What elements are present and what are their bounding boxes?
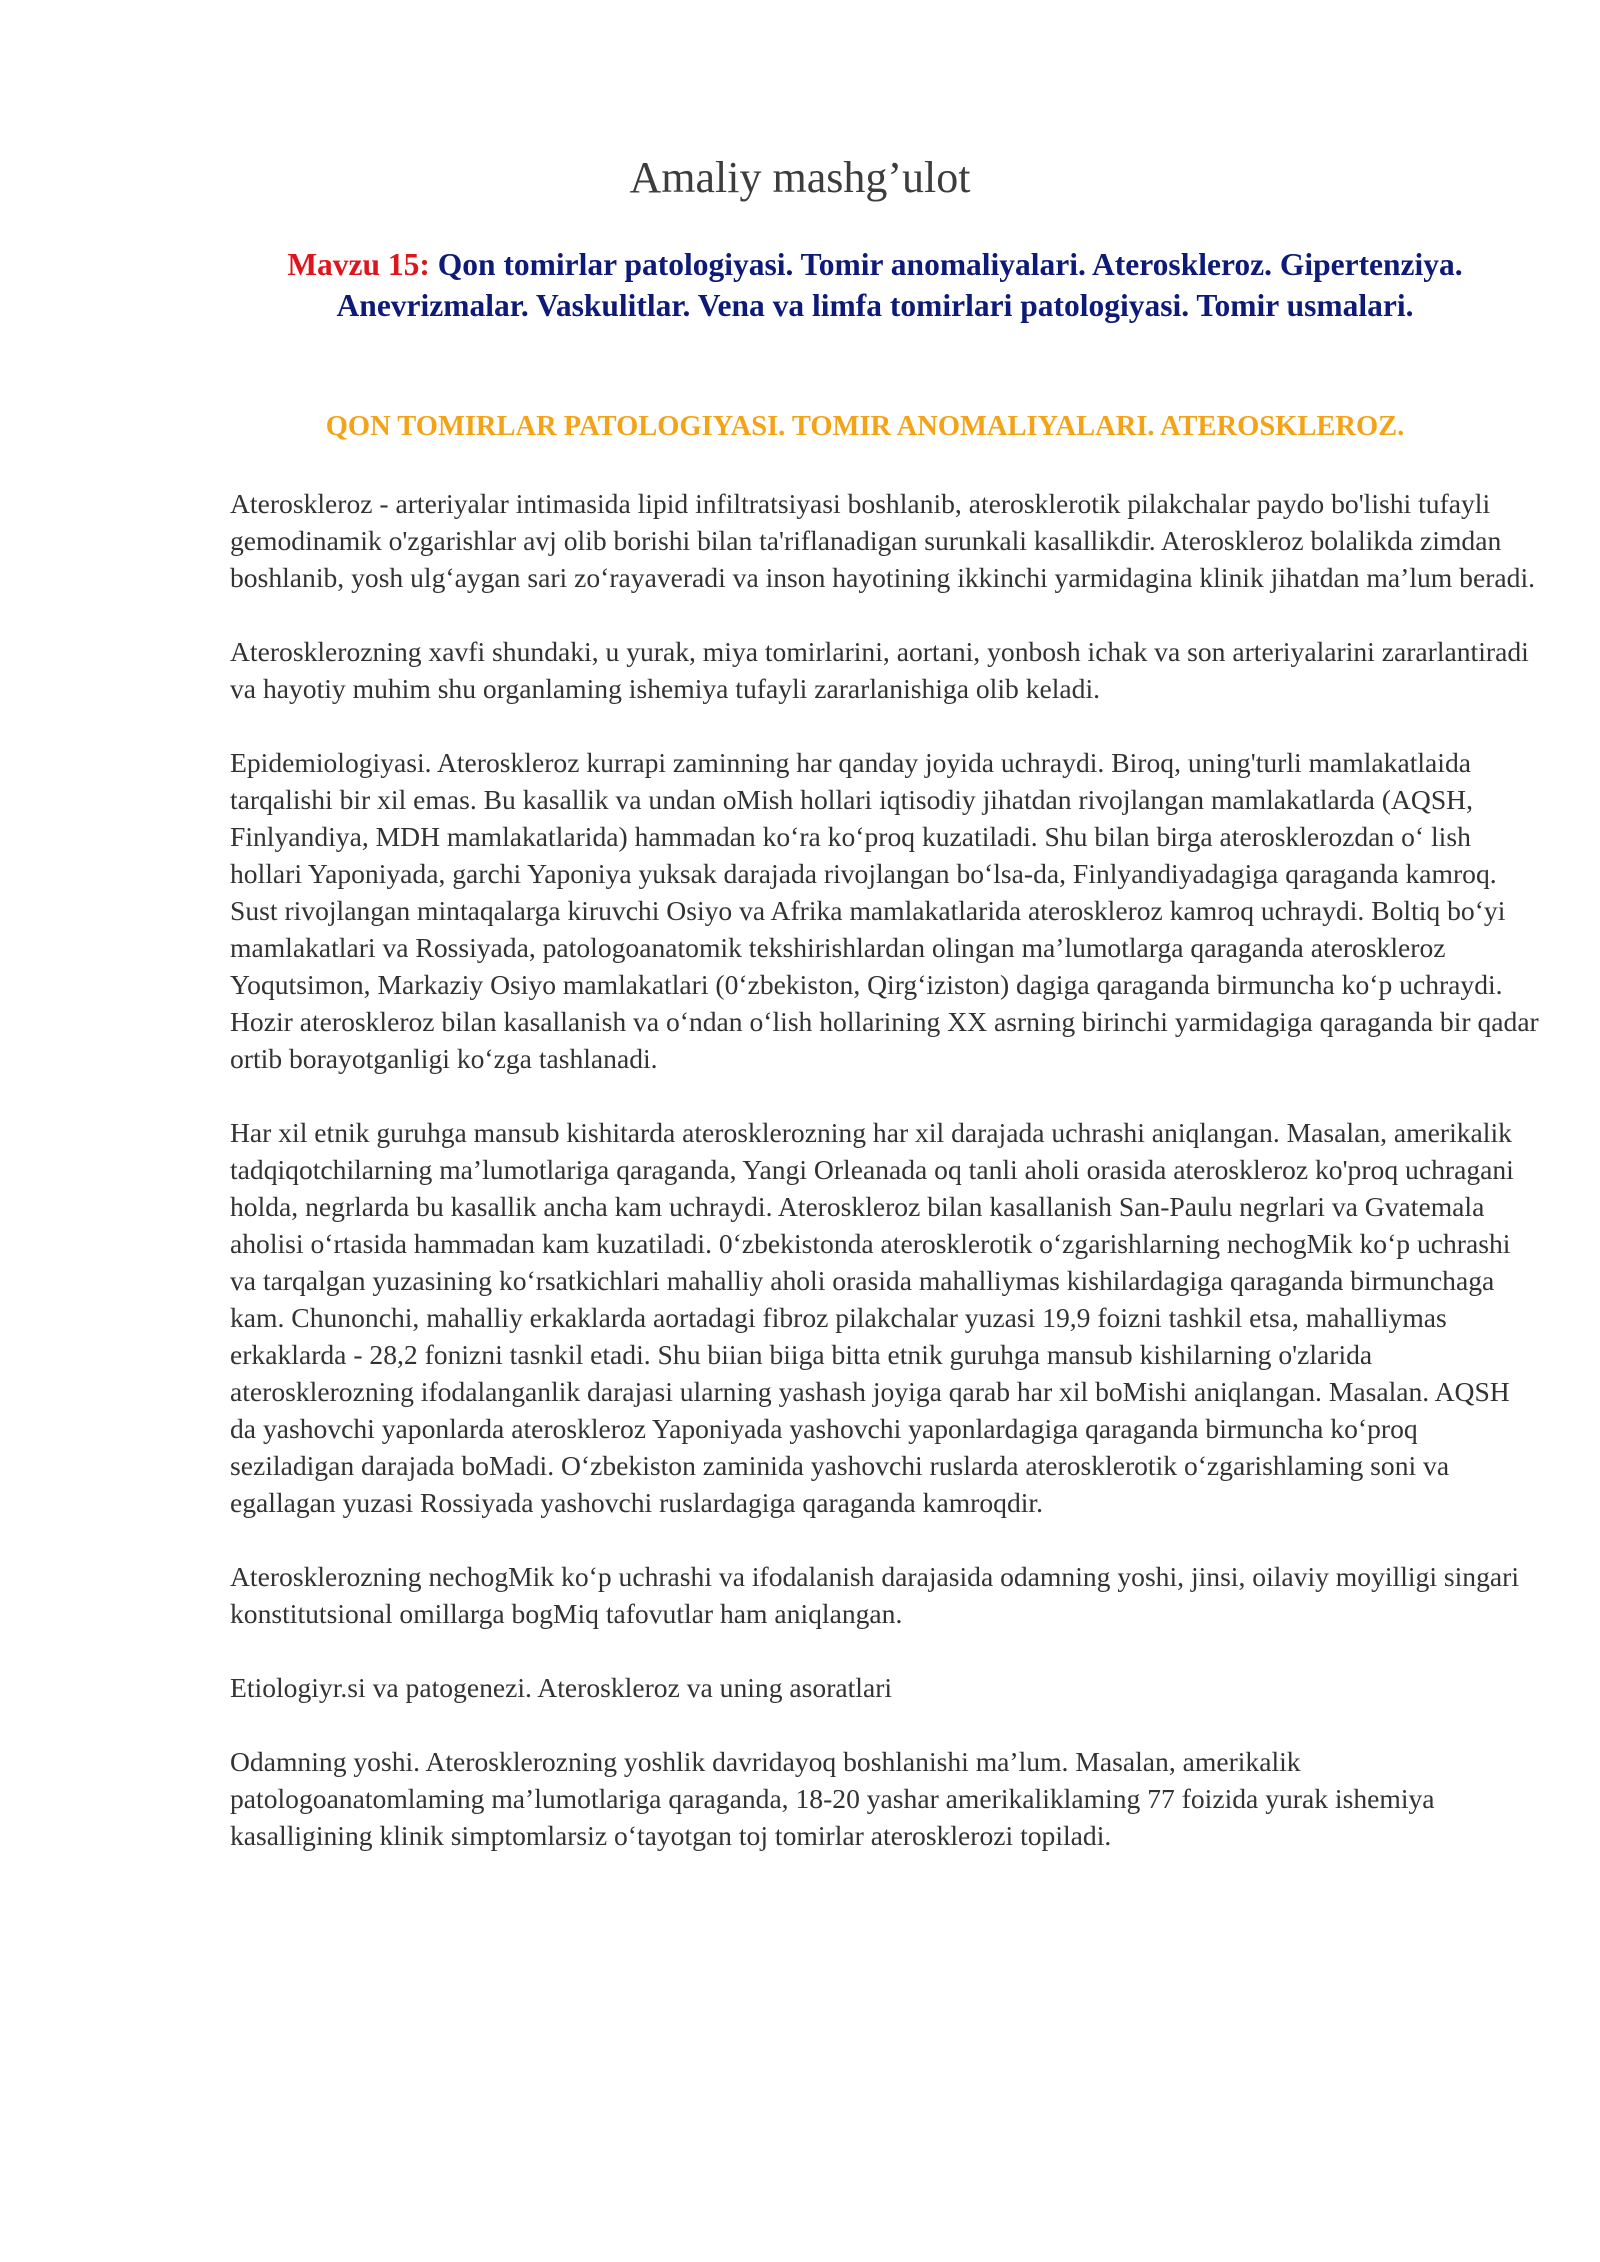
section-heading: QON TOMIRLAR PATOLOGIYASI. TOMIR ANOMALIYALARI. ATEROSKLEROZ. [325, 411, 1405, 442]
paragraph-danger: Aterosklerozning xavfi shundaki, u yurak, miya tomirlarini, aortani, yonbosh ichak va son arteriyalarini zararlantiradi va hayotiy muhim shu organlaming ishemiya tufayli zararlanishiga olib keladi. [230, 636, 1529, 704]
paragraph-epidemiology: Epidemiologiyasi. Ateroskleroz kurrapi zaminning har qanday joyida uchraydi. Biroq, uning'turli mamlakatlaida tarqalishi bir xil emas. Bu kasallik va undan oMish hollari iqtisodiy jihatdan rivojlangan mamlakatlarda (AQSH, Finlyandiya, MDH mamlakatlarida) hammadan ko‘ra ko‘proq kuzatiladi. Shu bilan birga aterosklerozdan o‘ lish hollari Yaponiyada, garchi Yaponiya yuksak darajada rivojlangan bo‘lsa-da, Finlyandiyadagiga qaraganda kamroq. Sust rivojlangan mintaqalarga kiruvchi Osiyo va Afrika mamlakatlarida ateroskleroz kamroq uchraydi. Boltiq bo‘yi mamlakatlari va Rossiyada, patologoanatomik tekshirishlardan olingan ma’lumotlarga qaraganda ateroskleroz Yoqutsimon, Markaziy Osiyo mamlakatlari (0‘zbekiston, Qirg‘iziston) dagiga qaraganda birmuncha ko‘p uchraydi. Hozir ateroskleroz bilan kasallanish va o‘ndan o‘lish hollarining XX asrning birinchi yarmidagiga qaraganda bir qadar ortib borayotganligi ko‘zga tashlanadi. [230, 747, 1539, 1074]
paragraph-constitutional-factors: Aterosklerozning nechogMik ko‘p uchrashi va ifodalanish darajasida odamning yoshi, jinsi, oilaviy moyilligi singari konstitutsional omillarga bogMiq tafovutlar ham aniqlangan. [230, 1561, 1519, 1629]
paragraph-ethnic-groups: Har xil etnik guruhga mansub kishitarda aterosklerozning har xil darajada uchrashi aniqlangan. Masalan, amerikalik tadqiqotchilarning ma’lumotlariga qaraganda, Yangi Orleanada oq tanli aholi orasida ateroskleroz ko'proq uchragani holda, negrlarda bu kasallik ancha kam uchraydi. Ateroskleroz bilan kasallanish San-Paulu negrlari va Gvatemala aholisi o‘rtasida hammadan kam kuzatiladi. 0‘zbekistonda aterosklerotik o‘zgarishlarning nechogMik ko‘p uchrashi va tarqalgan yuzasining ko‘rsatkichlari mahalliy aholi orasida mahalliymas kishilardagiga qaraganda birmunchaga kam. Chunonchi, mahalliy erkaklarda aortadagi fibroz pilakchalar yuzasi 19,9 foizni tashkil etsa, mahalliymas erkaklarda - 28,2 fonizni tasnkil etadi. Shu biian biiga bitta etnik guruhga mansub kishilarning o'zlarida aterosklerozning ifodalanganlik darajasi ularning yashash joyiga qarab har xil boMishi aniqlangan. Masalan. AQSH da yashovchi yaponlarda ateroskleroz Yaponiyada yashovchi yaponlardagiga qaraganda birmuncha ko‘proq seziladigan darajada boMadi. O‘zbekiston zaminida yashovchi ruslarda aterosklerotik o‘zgarishlaming soni va egallagan yuzasi Rossiyada yashovchi ruslardagiga qaraganda kamroqdir. [230, 1117, 1514, 1518]
page-title: Amaliy mashg’ulot [629, 153, 971, 202]
topic-text: Qon tomirlar patologiyasi. Tomir anomaliyalari. Ateroskleroz. Gipertenziya. Anevrizmalar. Vaskulitlar. Vena va limfa tomirlari patologiyasi. Tomir usmalari. [336, 247, 1463, 323]
body-text [230, 485, 1540, 1891]
topic-label: Mavzu 15: [287, 247, 430, 282]
paragraph-etiology-heading: Etiologiyr.si va patogenezi. Ateroskleroz va uning asoratlari [230, 1672, 893, 1703]
paragraph-age: Odamning yoshi. Aterosklerozning yoshlik davridayoq boshlanishi ma’lum. Masalan, amerikalik patologoanatomlaming ma’lumotlariga qaraganda, 18-20 yashar amerikaliklaming 77 foizida yurak ishemiya kasalligining klinik simptomlarsiz o‘tayotgan toj tomirlar aterosklerozi topiladi. [230, 1746, 1435, 1851]
topic-heading [230, 244, 1520, 326]
paragraph-definition: Ateroskleroz - arteriyalar intimasida lipid infiltratsiyasi boshlanib, aterosklerotik pilakchalar paydo bo'lishi tufayli gemodinamik o'zgarishlar avj olib borishi bilan ta'riflanadigan surunkali kasallikdir. Ateroskleroz bolalikda zimdan boshlanib, yosh ulg‘aygan sari zo‘rayaveradi va inson hayotining ikkinchi yarmidagina klinik jihatdan ma’lum beradi. [230, 488, 1536, 593]
